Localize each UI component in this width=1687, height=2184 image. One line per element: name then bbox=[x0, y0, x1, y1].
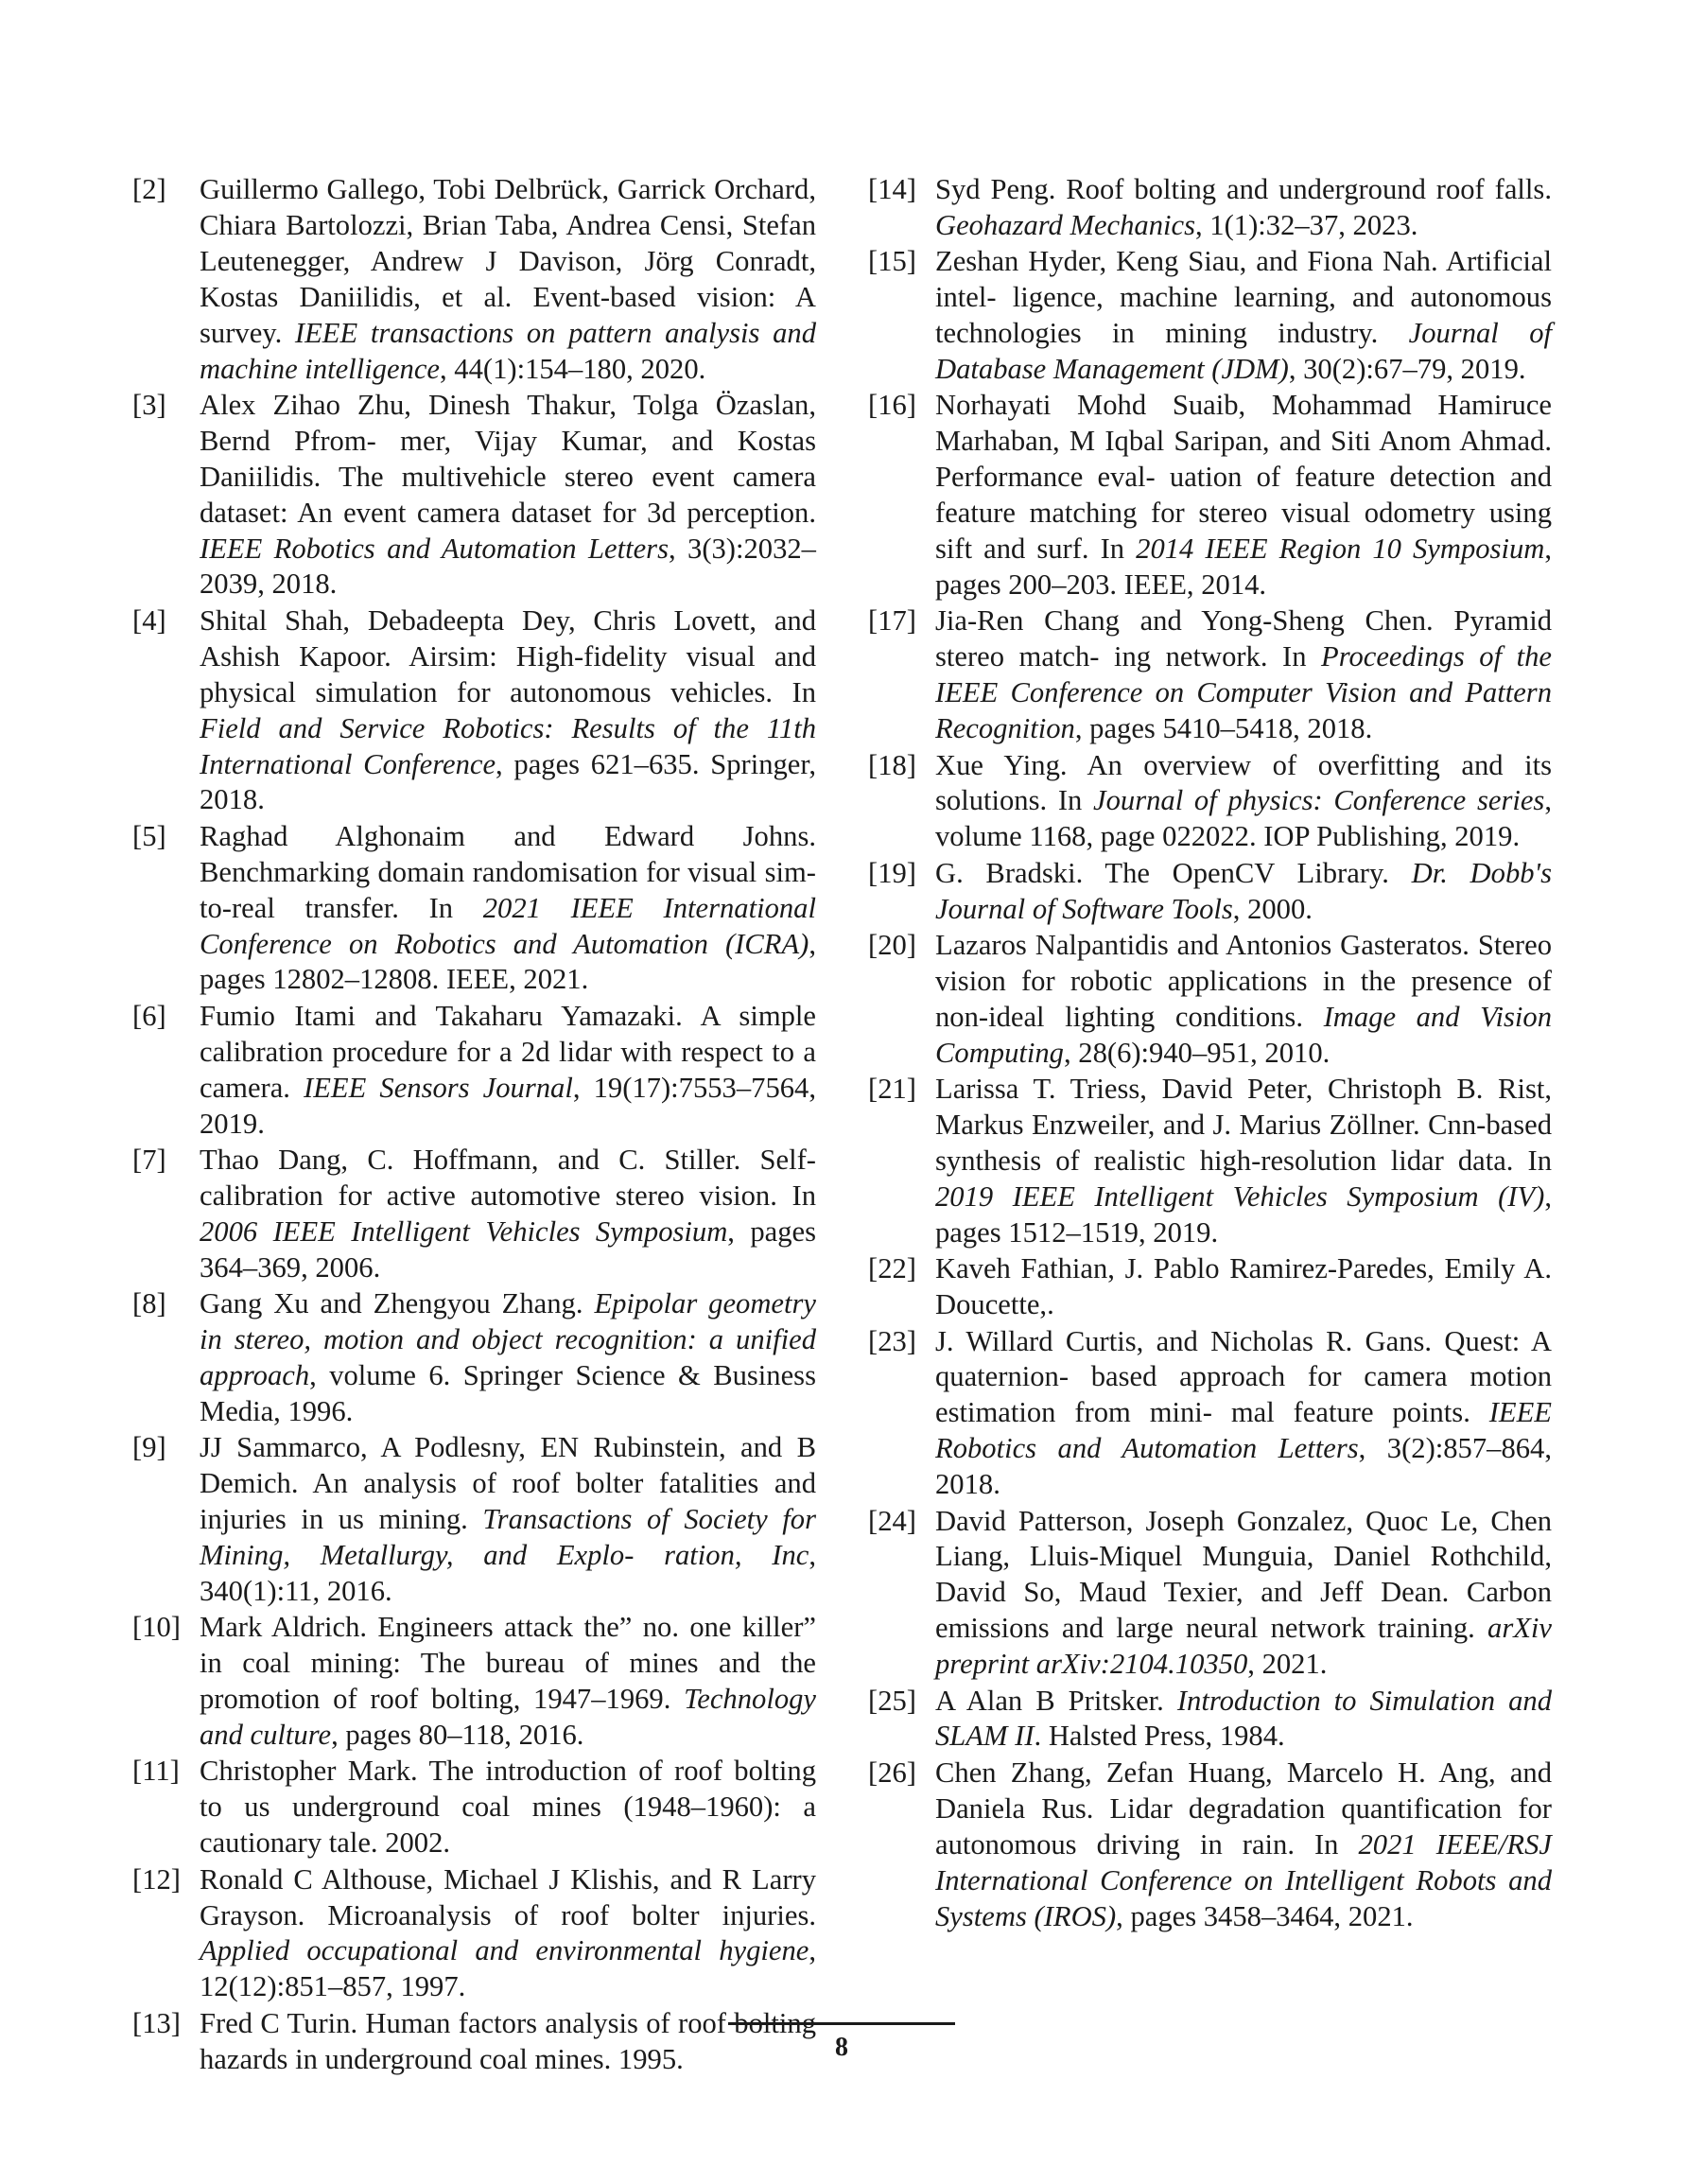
reference-entry bbox=[868, 603, 1552, 747]
reference-text bbox=[935, 1756, 1552, 1932]
reference-text bbox=[935, 173, 1552, 241]
reference-entry bbox=[868, 172, 1552, 244]
reference-text bbox=[200, 1863, 816, 2003]
reference-number: [26] bbox=[868, 1756, 916, 1789]
reference-segment: , volume 6. Springer Science & Business Media, 1996. bbox=[200, 1358, 816, 1427]
reference-segment: , 3(2):857–864, 2018. bbox=[935, 1432, 1552, 1501]
reference-number: [19] bbox=[868, 856, 916, 889]
reference-venue: 2014 IEEE Region 10 Symposium bbox=[1136, 533, 1545, 566]
reference-entry bbox=[132, 603, 816, 818]
reference-number: [2] bbox=[132, 173, 166, 205]
reference-entry bbox=[132, 1143, 816, 1286]
reference-entry bbox=[868, 244, 1552, 388]
reference-venue: Geohazard Mechanics bbox=[935, 208, 1195, 241]
reference-segment: Christopher Mark. The introduction of roof bolting to us underground coal mines (1948–1960): a cautionary tale. 2002. bbox=[200, 1755, 816, 1860]
reference-entry bbox=[868, 928, 1552, 1072]
reference-text bbox=[935, 1073, 1552, 1249]
reference-venue: IEEE Sensors Journal bbox=[304, 1071, 573, 1104]
reference-segment: , 340(1):11, 2016. bbox=[200, 1538, 816, 1607]
reference-text bbox=[200, 1287, 816, 1427]
reference-segment: , pages 12802–12808. IEEE, 2021. bbox=[200, 927, 816, 996]
reference-entry bbox=[132, 172, 816, 387]
reference-venue: 2021 IEEE/RSJ International Conference on Intelligent Robots and Systems (IROS) bbox=[935, 1827, 1552, 1932]
reference-segment: Shital Shah, Debadeepta Dey, Chris Lovett, and Ashish Kapoor. Airsim: High-fidelity visual and physical simulation for autonomous vehicles. In bbox=[200, 603, 816, 708]
reference-entry bbox=[132, 2006, 816, 2078]
reference-text bbox=[200, 1611, 816, 1751]
reference-segment: , 2021. bbox=[1247, 1648, 1328, 1681]
reference-segment: , pages 364–369, 2006. bbox=[200, 1214, 816, 1284]
reference-segment: , 28(6):940–951, 2010. bbox=[1063, 1036, 1330, 1069]
reference-number: [15] bbox=[868, 245, 916, 278]
reference-segment: Lazaros Nalpantidis and Antonios Gasteratos. Stereo vision for robotic applications in the presence of non-ideal lighting conditions. bbox=[935, 929, 1552, 1033]
reference-segment: Raghad Alghonaim and Edward Johns. Benchmarking domain randomisation for visual sim-to-real transfer. In bbox=[200, 819, 816, 924]
reference-segment: Chen Zhang, Zefan Huang, Marcelo H. Ang, and Daniela Rus. Lidar degradation quantification for autonomous driving in rain. In bbox=[935, 1756, 1552, 1861]
reference-segment: Gang Xu and Zhengyou Zhang. bbox=[200, 1287, 595, 1320]
reference-venue: Epipolar geometry in stereo, motion and object recognition: a unified approach bbox=[200, 1287, 816, 1391]
reference-segment: , 44(1):154–180, 2020. bbox=[440, 352, 706, 385]
reference-entry bbox=[132, 1286, 816, 1430]
reference-segment: Thao Dang, C. Hoffmann, and C. Stiller. Self-calibration for active automotive stereo vision. In bbox=[200, 1143, 816, 1212]
footer-rule bbox=[728, 2022, 955, 2025]
reference-number: [10] bbox=[132, 1611, 181, 1644]
reference-number: [5] bbox=[132, 819, 166, 852]
reference-segment: , pages 5410–5418, 2018. bbox=[1074, 712, 1373, 745]
reference-number: [14] bbox=[868, 173, 916, 205]
reference-venue: Dr. Dobb's Journal of Software Tools bbox=[935, 856, 1552, 925]
reference-number: [12] bbox=[132, 1862, 181, 1896]
reference-entry bbox=[132, 1754, 816, 1861]
reference-text bbox=[935, 1252, 1552, 1320]
reference-segment: Jia-Ren Chang and Yong-Sheng Chen. Pyramid stereo match- ing network. In bbox=[935, 604, 1552, 673]
reference-segment: Guillermo Gallego, Tobi Delbrück, Garrick Orchard, Chiara Bartolozzi, Brian Taba, Andrea Censi, Stefan Leutenegger, Andrew J Davison, Jörg Conradt, Kostas Daniilidis, et al. Event-based vision: A survey. bbox=[200, 173, 816, 349]
reference-entry bbox=[132, 999, 816, 1143]
reference-number: [24] bbox=[868, 1504, 916, 1537]
reference-venue: 2019 IEEE Intelligent Vehicles Symposium (IV) bbox=[935, 1179, 1545, 1213]
reference-segment: J. Willard Curtis, and Nicholas R. Gans. Quest: A quaternion- based approach for camera motion estimation from mini- mal feature points. bbox=[935, 1324, 1552, 1429]
reference-entry bbox=[868, 856, 1552, 928]
reference-number: [21] bbox=[868, 1073, 916, 1106]
references-left-column bbox=[132, 172, 816, 2078]
reference-text bbox=[935, 749, 1552, 853]
reference-venue: 2021 IEEE International Conference on Robotics and Automation (ICRA) bbox=[200, 891, 816, 960]
references-right-column bbox=[868, 172, 1552, 1935]
reference-number: [6] bbox=[132, 999, 166, 1032]
reference-segment: Ronald C Althouse, Michael J Klishis, and R Larry Grayson. Microanalysis of roof bolter injuries. bbox=[200, 1862, 816, 1931]
reference-entry bbox=[132, 1610, 816, 1754]
reference-number: [7] bbox=[132, 1143, 166, 1176]
reference-entry bbox=[868, 1072, 1552, 1251]
reference-entry bbox=[868, 1504, 1552, 1684]
reference-segment: G. Bradski. The OpenCV Library. bbox=[935, 856, 1412, 889]
reference-text bbox=[935, 1505, 1552, 1681]
reference-segment: , 2000. bbox=[1232, 892, 1313, 925]
reference-venue: 2006 IEEE Intelligent Vehicles Symposium bbox=[200, 1214, 728, 1248]
reference-number: [23] bbox=[868, 1324, 916, 1357]
reference-number: [11] bbox=[132, 1755, 180, 1788]
reference-segment: A Alan B Pritsker. bbox=[935, 1684, 1177, 1717]
reference-number: [20] bbox=[868, 929, 916, 962]
reference-number: [4] bbox=[132, 603, 166, 637]
reference-entry bbox=[132, 819, 816, 999]
reference-venue: Proceedings of the IEEE Conference on Computer Vision and Pattern Recognition bbox=[935, 640, 1552, 745]
reference-segment: Syd Peng. Roof bolting and underground roof falls. bbox=[935, 173, 1552, 205]
reference-entry bbox=[868, 388, 1552, 603]
reference-segment: , pages 80–118, 2016. bbox=[331, 1718, 584, 1751]
reference-venue: Journal of Database Management (JDM) bbox=[935, 317, 1552, 386]
reference-number: [13] bbox=[132, 2006, 181, 2039]
reference-segment: Norhayati Mohd Suaib, Mohammad Hamiruce Marhaban, M Iqbal Saripan, and Siti Anom Ahmad. Performance eval- uation of feature detection and feature matching for stereo visual odometry using sift and surf. In bbox=[935, 389, 1552, 566]
reference-entry bbox=[132, 388, 816, 603]
reference-entry bbox=[868, 748, 1552, 856]
reference-segment: , volume 1168, page 022022. IOP Publishing, 2019. bbox=[935, 784, 1552, 853]
reference-text bbox=[200, 1144, 816, 1284]
reference-venue: Image and Vision Computing bbox=[935, 1000, 1552, 1069]
reference-venue: arXiv preprint arXiv:2104.10350 bbox=[935, 1612, 1552, 1681]
reference-venue: Field and Service Robotics: Results of the 11th International Conference bbox=[200, 711, 816, 780]
reference-venue: Technology and culture bbox=[200, 1683, 816, 1751]
reference-text bbox=[935, 245, 1552, 385]
reference-entry bbox=[132, 1430, 816, 1610]
reference-text bbox=[200, 173, 816, 385]
reference-text bbox=[200, 820, 816, 996]
reference-segment: Alex Zihao Zhu, Dinesh Thakur, Tolga Özaslan, Bernd Pfrom- mer, Vijay Kumar, and Kostas Daniilidis. The multivehicle stereo event camera dataset: An event camera dataset for 3d perception. bbox=[200, 388, 816, 529]
reference-segment: Zeshan Hyder, Keng Siau, and Fiona Nah. Artificial intel- ligence, machine learning, and autonomous technologies in mining industry. bbox=[935, 245, 1552, 350]
reference-entry bbox=[868, 1324, 1552, 1504]
reference-segment: , 1(1):32–37, 2023. bbox=[1195, 208, 1418, 241]
reference-segment: David Patterson, Joseph Gonzalez, Quoc Le, Chen Liang, Lluis-Miquel Munguia, Daniel Rothchild, David So, Maud Texier, and Jeff Dean. Carbon emissions and large neural network training. bbox=[935, 1504, 1552, 1645]
reference-text bbox=[200, 1000, 816, 1140]
reference-text bbox=[200, 2007, 816, 2075]
reference-text bbox=[200, 389, 816, 601]
reference-entry bbox=[132, 1862, 816, 2006]
reference-venue: IEEE Robotics and Automation Letters bbox=[935, 1396, 1552, 1465]
reference-text bbox=[935, 1685, 1552, 1753]
reference-segment: , pages 1512–1519, 2019. bbox=[935, 1179, 1552, 1249]
reference-segment: Kaveh Fathian, J. Pablo Ramirez-Paredes, Emily A. Doucette,. bbox=[935, 1252, 1552, 1321]
reference-number: [3] bbox=[132, 388, 166, 421]
reference-segment: Larissa T. Triess, David Peter, Christoph B. Rist, Markus Enzweiler, and J. Marius Zöllner. Cnn-based synthesis of realistic high-resolution lidar data. In bbox=[935, 1073, 1552, 1177]
reference-venue: IEEE Robotics and Automation Letters bbox=[200, 532, 669, 565]
reference-venue: Transactions of Society for Mining, Metallurgy, and Explo- ration, Inc bbox=[200, 1503, 816, 1571]
reference-entry bbox=[868, 1684, 1552, 1756]
reference-segment: Fumio Itami and Takaharu Yamazaki. A simple calibration procedure for a 2d lidar with respect to a camera. bbox=[200, 999, 816, 1104]
reference-text bbox=[200, 1755, 816, 1859]
reference-number: [9] bbox=[132, 1431, 166, 1464]
reference-text bbox=[200, 604, 816, 816]
reference-segment: , pages 3458–3464, 2021. bbox=[1116, 1899, 1414, 1932]
reference-number: [8] bbox=[132, 1287, 166, 1320]
reference-segment: Mark Aldrich. Engineers attack the” no. one killer” in coal mining: The bureau of mines and the promotion of roof bolting, 1947–1969. bbox=[200, 1611, 816, 1716]
reference-number: [18] bbox=[868, 748, 916, 781]
reference-number: [22] bbox=[868, 1252, 916, 1285]
reference-entry bbox=[868, 1756, 1552, 1935]
reference-text bbox=[935, 1325, 1552, 1501]
reference-segment: , pages 621–635. Springer, 2018. bbox=[200, 747, 816, 816]
reference-segment: JJ Sammarco, A Podlesny, EN Rubinstein, and B Demich. An analysis of roof bolter fatalities and injuries in us mining. bbox=[200, 1431, 816, 1536]
reference-text bbox=[200, 1431, 816, 1607]
reference-entry bbox=[868, 1251, 1552, 1323]
reference-segment: Xue Ying. An overview of overfitting and its solutions. In bbox=[935, 748, 1552, 817]
reference-segment: , 19(17):7553–7564, 2019. bbox=[200, 1071, 816, 1140]
reference-venue: Introduction to Simulation and SLAM II bbox=[935, 1684, 1552, 1753]
reference-text bbox=[935, 389, 1552, 601]
reference-segment: , 12(12):851–857, 1997. bbox=[200, 1934, 816, 2003]
reference-segment: Fred C Turin. Human factors analysis of roof bolting hazards in underground coal mines. 1995. bbox=[200, 2006, 816, 2075]
reference-segment: , pages 200–203. IEEE, 2014. bbox=[935, 533, 1552, 601]
reference-text bbox=[935, 604, 1552, 744]
reference-segment: . Halsted Press, 1984. bbox=[1034, 1720, 1285, 1753]
reference-venue: IEEE transactions on pattern analysis and machine intelligence bbox=[200, 316, 817, 385]
reference-segment: , 30(2):67–79, 2019. bbox=[1288, 353, 1526, 386]
page-number: 8 bbox=[835, 2033, 848, 2062]
reference-venue: Applied occupational and environmental hygiene bbox=[200, 1934, 809, 1967]
reference-segment: , 3(3):2032– 2039, 2018. bbox=[200, 532, 816, 601]
reference-number: [16] bbox=[868, 389, 916, 422]
reference-number: [17] bbox=[868, 604, 916, 638]
reference-number: [25] bbox=[868, 1684, 916, 1717]
reference-text bbox=[935, 857, 1552, 925]
reference-text bbox=[935, 929, 1552, 1069]
reference-venue: Journal of physics: Conference series bbox=[1093, 784, 1545, 817]
